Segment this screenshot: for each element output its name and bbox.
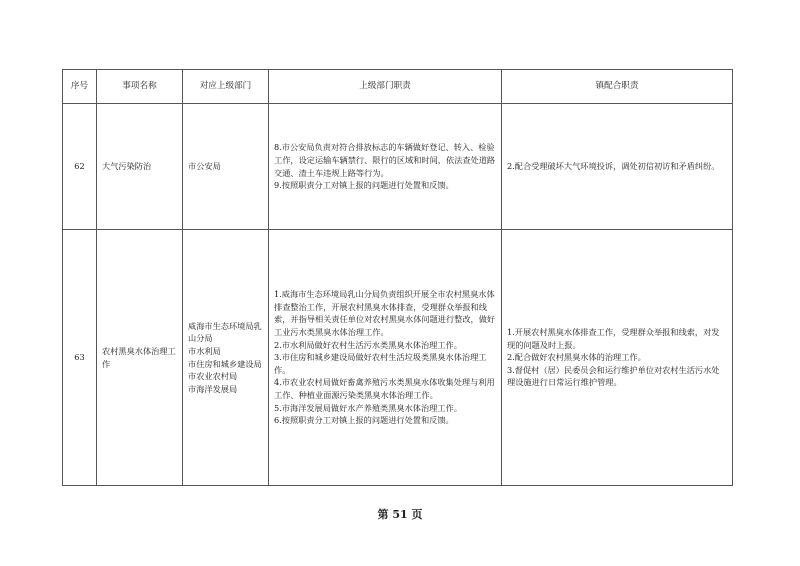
header-item-name: 事项名称 xyxy=(97,70,183,104)
department-name: 市住房和城乡建设局 xyxy=(188,358,262,369)
header-town-duties: 镇配合职责 xyxy=(502,70,733,104)
duty-item: 2.配合受理破坏大气环境投诉，调处初信初访和矛盾纠纷。 xyxy=(507,161,720,172)
superior-duties xyxy=(269,230,502,486)
town-duties xyxy=(502,230,733,486)
department-name: 市农业农村局 xyxy=(188,371,238,382)
duty-item: 1.开展农村黑臭水体排查工作，受理群众举报和线索，对发现的问题及时上报。 xyxy=(507,327,720,350)
duty-item: 2.配合做好农村黑臭水体的治理工作。 xyxy=(507,352,646,363)
responsibility-table xyxy=(62,69,733,486)
duty-item: 8.市公安局负责对符合排放标志的车辆做好登记、转入、检验工作，设定运输车辆禁行、限行的区域和时间，依法查处道路交通、渣土车违规上路等行为。 xyxy=(274,142,496,178)
department-name: 威海市生态环境局乳山分局 xyxy=(188,320,262,344)
duty-item: 3.督促村（居）民委员会和运行维护单位对农村生活污水处理设施进行日常运行维护管理。 xyxy=(507,364,720,388)
department-name: 市海洋发展局 xyxy=(188,383,238,394)
page-number: 第 51 页 xyxy=(377,508,423,521)
duty-item: 2.市水利局做好农村生活污水类黑臭水体治理工作。 xyxy=(274,339,462,350)
department-name: 市公安局 xyxy=(188,161,221,172)
row-number: 63 xyxy=(63,230,97,486)
duty-item: 3.市住房和城乡建设局做好农村生活垃圾类黑臭水体治理工作。 xyxy=(274,352,487,375)
item-name: 大气污染防治 xyxy=(97,104,183,230)
row-number: 62 xyxy=(63,104,97,230)
department-name: 市水利局 xyxy=(188,345,221,356)
duty-item: 5.市海洋发展局做好水产养殖类黑臭水体治理工作。 xyxy=(274,402,462,413)
table-header-row xyxy=(63,70,733,104)
town-duties xyxy=(502,104,733,230)
header-no: 序号 xyxy=(63,70,97,104)
header-superior-department: 对应上级部门 xyxy=(183,70,269,104)
superior-duties xyxy=(269,104,502,230)
department-list xyxy=(183,230,269,486)
department-list xyxy=(183,104,269,230)
duty-item: 4.市农业农村局做好畜禽养殖污水类黑臭水体收集处理与利用工作、种植业面源污染类黑臭水体治理工作。 xyxy=(274,377,495,400)
duty-item: 1.威海市生态环境局乳山分局负责组织开展全市农村黑臭水体排查整治工作，开展农村黑臭水体排查，受理群众举报和线索，并指导相关责任单位对农村黑臭水体问题进行整改，做好工业污水类黑臭水体治理工作。 xyxy=(274,289,496,338)
duty-item: 6.按照职责分工对镇上报的问题进行处置和反馈。 xyxy=(274,415,454,426)
table-row xyxy=(63,104,733,230)
header-superior-duties: 上级部门职责 xyxy=(269,70,502,104)
duty-item: 9.按照职责分工对镇上报的问题进行处置和反馈。 xyxy=(274,180,454,191)
table-row xyxy=(63,230,733,486)
item-name: 农村黑臭水体治理工作 xyxy=(97,230,183,486)
